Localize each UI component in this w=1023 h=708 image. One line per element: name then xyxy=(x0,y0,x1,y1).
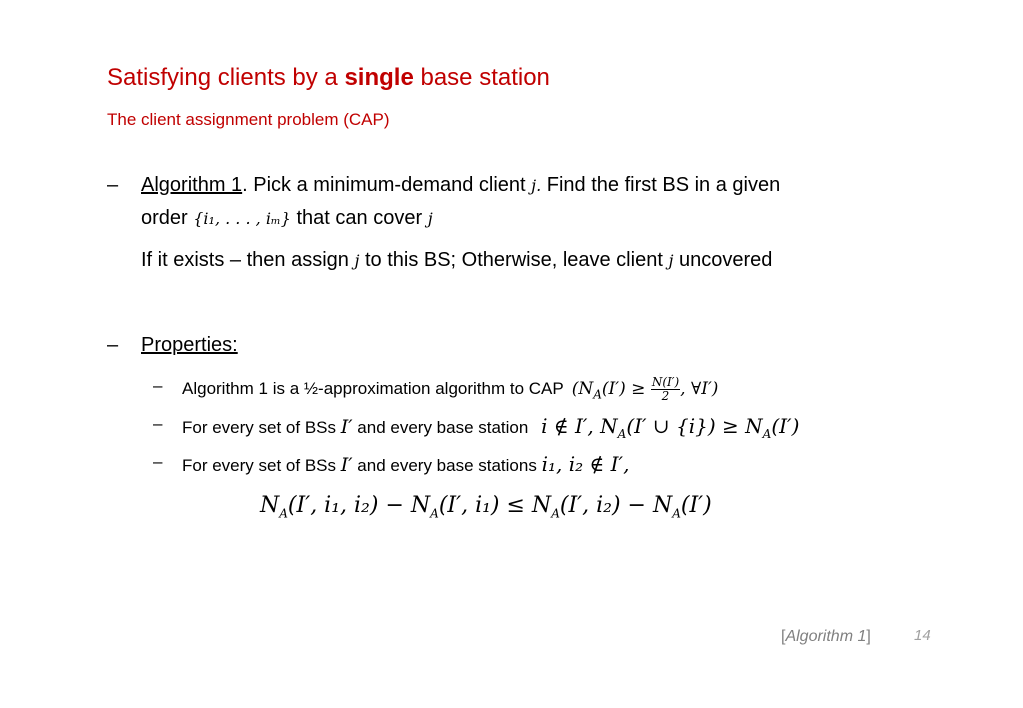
submodularity-equation: $N_A(I'$, i₁, $i_2) - N_A(I'$, $i_1) \le N_A(I'$, $i_2) - N_A(I')$ xyxy=(260,493,712,521)
math-j3: j xyxy=(354,251,360,270)
properties-heading xyxy=(141,334,238,357)
subbullet-text-pre: For every set of BSs xyxy=(182,418,341,437)
math-j4: j xyxy=(668,251,674,270)
bullet-algorithm-line1 xyxy=(141,174,780,197)
algorithm-text2: Find the first BS in a given xyxy=(541,174,781,196)
page-number: 14 xyxy=(914,627,931,644)
subbullet-text-mid: and every base station xyxy=(352,418,534,437)
math-monotone: i ∉ I′, $N_A(I'$ ∪ $\{i\}) \ge N_A(I')$ xyxy=(541,414,800,441)
math-iprime: I′ xyxy=(340,454,353,476)
math-order-set: {i₁, . . . , iₘ} xyxy=(193,209,291,228)
math-i1-i2: i₁, i₂ ∉ I′, xyxy=(541,452,630,476)
line3-pre: If it exists – then assign xyxy=(141,249,355,271)
slide-title xyxy=(107,64,550,92)
title-pre: Satisfying clients by a xyxy=(107,64,345,91)
math-iprime: I′ xyxy=(340,416,353,438)
subbullet-text-mid: and every base stations xyxy=(352,456,542,475)
title-post: base station xyxy=(413,64,550,91)
algorithm-label-dot: . xyxy=(242,174,248,196)
title-bold: single xyxy=(344,64,414,91)
subbullet-dash: – xyxy=(153,376,163,395)
properties-label: Properties: xyxy=(141,334,238,356)
math-j: j. xyxy=(531,176,542,195)
bullet-dash: – xyxy=(107,334,119,356)
algorithm-label: Algorithm 1 xyxy=(141,174,243,196)
math-approx: ($N_A(I')$ ≥ $\frac{N(I')}{2}$ , ∀I′) xyxy=(571,375,719,403)
footer-reference: [Algorithm 1] xyxy=(781,628,871,645)
math-j2: j xyxy=(427,209,433,228)
math-fraction: $\frac{N(I')}{2}$ xyxy=(651,375,680,403)
subbullet-approximation xyxy=(182,376,718,403)
slide-subtitle: The client assignment problem (CAP) xyxy=(107,110,390,129)
bullet-algorithm-line3 xyxy=(141,249,772,272)
line3-mid: to this BS; Otherwise, leave client xyxy=(359,249,669,271)
subbullet-dash: – xyxy=(153,414,163,433)
subbullet-dash: – xyxy=(153,452,163,471)
subbullet-monotone xyxy=(182,414,799,441)
line2-pre: order xyxy=(141,207,194,229)
subbullet-text: Algorithm 1 is a ½-approximation algorithm to CAP xyxy=(182,379,564,398)
bullet-dash: – xyxy=(107,174,119,196)
line2-post: that can cover xyxy=(290,207,428,229)
algorithm-text1: Pick a minimum-demand client xyxy=(247,174,532,196)
subbullet-submodular xyxy=(182,452,629,476)
subbullet-text-pre: For every set of BSs xyxy=(182,456,341,475)
line3-post: uncovered xyxy=(673,249,773,271)
footer-ref-text: Algorithm 1 xyxy=(785,628,867,645)
bullet-algorithm-line2 xyxy=(141,207,433,230)
